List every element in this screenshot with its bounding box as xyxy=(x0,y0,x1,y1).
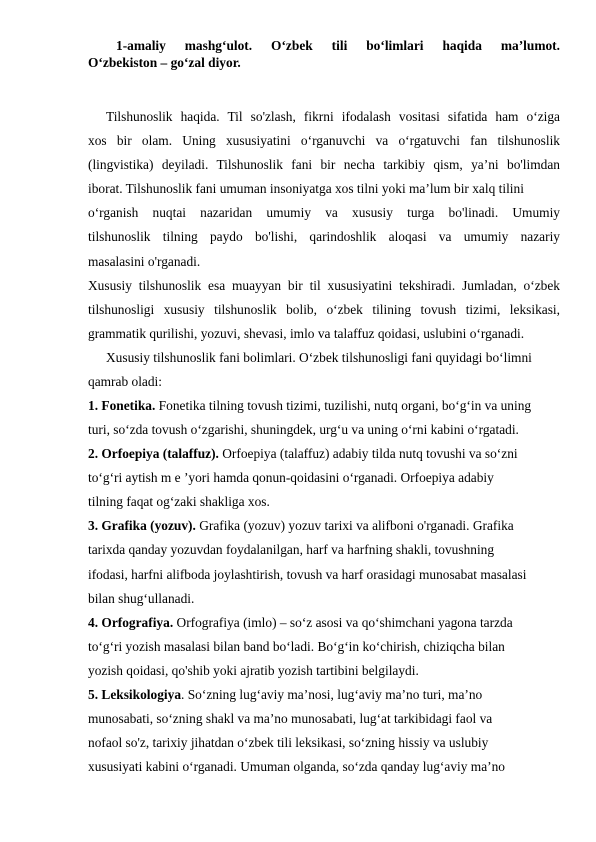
paragraph-line xyxy=(88,687,560,703)
line-text: o‘rganish nuqtai nazaridan umumiy va xususiy turga bo'linadi. Umumiy xyxy=(88,205,560,221)
paragraph-line xyxy=(88,711,560,727)
line-text: xos bir olam. Uning xususiyatini o‘rganuvchi va o‘rgatuvchi fan tilshunoslik xyxy=(88,133,560,149)
paragraph-line xyxy=(88,422,560,438)
document-subtitle: O‘zbekiston – go‘zal diyor. xyxy=(88,55,241,70)
paragraph-line xyxy=(88,205,560,221)
paragraph-line xyxy=(88,133,560,149)
section-heading: 5. Leksikologiya xyxy=(88,686,182,702)
paragraph-line xyxy=(88,278,560,294)
line-text: tilshunosligi xususiy tilshunoslik bolib, o‘zbek tilining tovush tizimi, leksikasi, xyxy=(88,301,560,317)
section-heading: . Orfografiya. xyxy=(94,614,174,630)
paragraph-line xyxy=(88,494,560,510)
paragraph-line xyxy=(88,229,560,245)
paragraph-line xyxy=(88,446,560,462)
line-text: bilan shug‘ullanadi. xyxy=(88,590,195,606)
paragraph-line xyxy=(88,567,560,583)
section-heading: 3. Grafika (yozuv). xyxy=(88,518,196,534)
paragraph-line xyxy=(88,759,560,775)
paragraph-line xyxy=(88,735,560,751)
paragraph-line xyxy=(88,374,560,390)
paragraph-line xyxy=(88,591,560,607)
paragraph-line xyxy=(88,254,560,270)
paragraph-line xyxy=(88,663,560,679)
paragraph-line xyxy=(88,398,560,414)
paragraph-line xyxy=(88,326,560,342)
paragraph-line xyxy=(88,302,560,318)
line-text: nofaol so'z, tarixiy jihatdan o‘zbek tili leksikasi, so‘zning hissiy va uslubiy xyxy=(88,735,489,751)
line-text: Xususiy tilshunoslik esa muayyan bir til xususiyatini tekshiradi. Jumladan, o‘zbek xyxy=(88,277,560,293)
line-text: masalasini o'rganadi. xyxy=(88,253,201,269)
line-text: iborat. Tilshunoslik fani umuman insoniyatga xos tilni yoki ma’lum bir xalq tilini xyxy=(88,181,524,197)
line-text: tilshunoslik tilning paydo bo'lishi, qarindoshlik aloqasi va umumiy nazariy xyxy=(88,229,560,245)
line-text: Xususiy tilshunoslik fani bolimlari. O‘zbek tilshunosligi fani quyidagi bo‘limni xyxy=(106,349,532,365)
document-title: 1-amaliy mashg‘ulot. O‘zbek tili bo‘limlari haqida ma’lumot. xyxy=(116,38,560,53)
paragraph-line xyxy=(88,615,560,631)
paragraph-line xyxy=(88,470,560,486)
line-text: to‘g‘ri aytish m e ’yori hamda qonun-qoidasini o‘rganadi. Orfoepiya adabiy xyxy=(88,470,494,486)
paragraph-line xyxy=(88,181,560,197)
line-text: turi, so‘zda tovush o‘zgarishi, shuningdek, urg‘u va uning o‘rni kabini o‘rgatadi. xyxy=(88,422,519,437)
paragraph-line xyxy=(88,518,560,534)
line-text: tarixda qanday yozuvdan foydalanilgan, harf va harfning shakli, tovushning xyxy=(88,542,495,558)
line-text: yozish qoidasi, qo'shib yoki ajratib yozish tartibini belgilaydi. xyxy=(88,662,419,678)
line-text: Fonetika tilning tovush tizimi, tuzilishi, nutq organi, bo‘g‘in va uning xyxy=(155,398,532,413)
line-text: xususiyati kabini o‘rganadi. Umuman olganda, so‘zda qanday lug‘aviy ma’no xyxy=(88,759,505,775)
line-text: Orfoepiya (talaffuz) adabiy tilda nutq tovushi va so‘zni xyxy=(218,446,518,462)
line-text: . So‘zning lug‘aviy ma’nosi, lug‘aviy ma’no turi, ma’no xyxy=(181,686,483,702)
paragraph-line xyxy=(106,109,560,125)
section-heading: 1. Fonetika. xyxy=(88,398,156,413)
paragraph-line xyxy=(88,157,560,173)
paragraph-line xyxy=(106,350,560,366)
line-text: grammatik qurilishi, yozuvi, shevasi, imlo va talaffuz qoidasi, uslubini o‘rganadi. xyxy=(88,325,525,341)
line-text: (lingvistika) deyiladi. Tilshunoslik fani bir necha tarkibiy qism, ya’ni bo'limdan xyxy=(88,157,560,173)
line-text: munosabati, so‘zning shakl va ma’no munosabati, lug‘at tarkibidagi faol va xyxy=(88,711,493,726)
section-number: 4 xyxy=(88,614,95,630)
paragraph-line xyxy=(88,542,560,558)
line-text: tilning faqat og‘zaki shakliga xos. xyxy=(88,494,270,510)
section-heading: 2. Orfoepiya (talaffuz). xyxy=(88,446,219,462)
line-text: Orfografiya (imlo) – so‘z asosi va qo‘shimchani yagona tarzda xyxy=(173,614,513,630)
line-text: ifodasi, harfni alifboda joylashtirish, tovush va harf orasidagi munosabat masalasi xyxy=(88,566,527,582)
line-text: Grafika (yozuv) yozuv tarixi va alifboni o'rganadi. Grafika xyxy=(195,518,514,534)
line-text: Tilshunoslik haqida. Til so'zlash, fikrni ifodalash vositasi sifatida ham o‘ziga xyxy=(106,109,560,124)
line-text: qamrab oladi: xyxy=(88,373,162,389)
paragraph-line xyxy=(88,639,560,655)
line-text: to‘g‘ri yozish masalasi bilan band bo‘ladi. Bo‘g‘in ko‘chirish, chiziqcha bilan xyxy=(88,638,505,654)
